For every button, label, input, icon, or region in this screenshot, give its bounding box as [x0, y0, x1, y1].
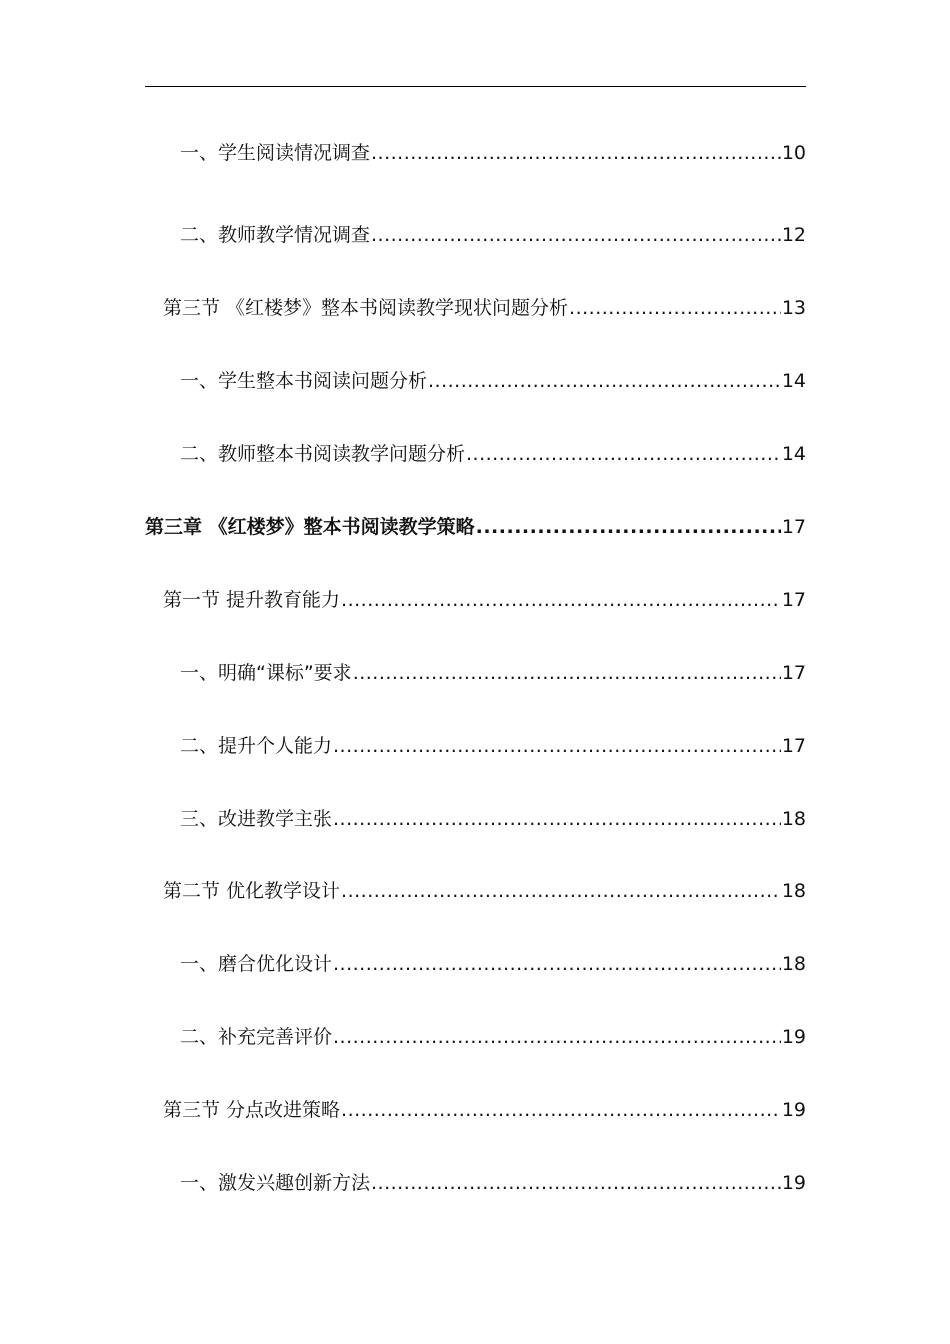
toc-entry-title: 一、磨合优化设计 — [180, 953, 333, 975]
toc-entry[interactable] — [180, 1170, 806, 1196]
toc-entry[interactable] — [180, 733, 806, 759]
toc-entry[interactable] — [180, 222, 806, 248]
toc-page-number: 19 — [781, 1172, 806, 1194]
toc-entry[interactable] — [180, 951, 806, 977]
toc-entry-chapter[interactable] — [145, 514, 806, 540]
toc-entry-title: 一、学生整本书阅读问题分析 — [180, 370, 428, 392]
toc-entry[interactable] — [180, 441, 806, 467]
toc-page-number: 14 — [781, 443, 806, 465]
toc-entry-title: 第二节 优化教学设计 — [163, 880, 341, 902]
toc-dot-leader — [333, 733, 781, 759]
toc-entry[interactable] — [180, 140, 806, 166]
toc-page-number: 17 — [781, 589, 806, 611]
toc-dot-leader — [333, 951, 781, 977]
toc-entry[interactable] — [180, 806, 806, 832]
toc-page-number: 19 — [781, 1026, 806, 1048]
toc-dot-leader — [353, 660, 781, 686]
toc-entry[interactable] — [180, 660, 806, 686]
toc-dot-leader — [341, 1097, 781, 1123]
toc-dot-leader — [569, 295, 781, 321]
toc-page-number: 19 — [781, 1099, 806, 1121]
toc-entry[interactable] — [163, 587, 806, 613]
toc-dot-leader — [466, 441, 781, 467]
toc-entry-title: 二、教师教学情况调查 — [180, 224, 371, 246]
toc-entry-title: 第三章 《红楼梦》整本书阅读教学策略 — [145, 516, 475, 538]
toc-page-number: 18 — [781, 953, 806, 975]
toc-page-number: 14 — [781, 370, 806, 392]
toc-dot-leader — [371, 222, 781, 248]
toc-entry-title: 一、学生阅读情况调查 — [180, 142, 371, 164]
toc-entry[interactable] — [163, 1097, 806, 1123]
toc-entry-title: 第三节 分点改进策略 — [163, 1099, 341, 1121]
toc-page-number: 12 — [781, 224, 806, 246]
toc-entry-title: 三、改进教学主张 — [180, 808, 333, 830]
toc-dot-leader — [428, 368, 781, 394]
toc-entry[interactable] — [163, 295, 806, 321]
toc-dot-leader — [371, 1170, 781, 1196]
toc-entry[interactable] — [180, 1024, 806, 1050]
toc-entry-title: 一、激发兴趣创新方法 — [180, 1172, 371, 1194]
toc-entry-title: 第三节 《红楼梦》整本书阅读教学现状问题分析 — [163, 297, 569, 319]
toc-dot-leader — [333, 806, 781, 832]
toc-page-number: 18 — [781, 880, 806, 902]
toc-page-number: 17 — [781, 662, 806, 684]
toc-page-number: 17 — [781, 516, 806, 538]
toc-entry-title: 第一节 提升教育能力 — [163, 589, 341, 611]
toc-dot-leader — [341, 878, 781, 904]
toc-entry-title: 二、提升个人能力 — [180, 735, 333, 757]
toc-page-number: 13 — [781, 297, 806, 319]
toc-entry[interactable] — [180, 368, 806, 394]
toc-page-number: 10 — [781, 142, 806, 164]
toc-dot-leader — [333, 1024, 781, 1050]
toc-page-number: 18 — [781, 808, 806, 830]
toc-page-number: 17 — [781, 735, 806, 757]
toc-entry-title: 二、补充完善评价 — [180, 1026, 333, 1048]
toc-dot-leader — [476, 514, 781, 540]
toc-dot-leader — [341, 587, 781, 613]
toc-entry-title: 二、教师整本书阅读教学问题分析 — [180, 443, 466, 465]
toc-entry[interactable] — [163, 878, 806, 904]
toc-dot-leader — [371, 140, 781, 166]
toc-entry-title: 一、明确“课标”要求 — [180, 662, 352, 684]
